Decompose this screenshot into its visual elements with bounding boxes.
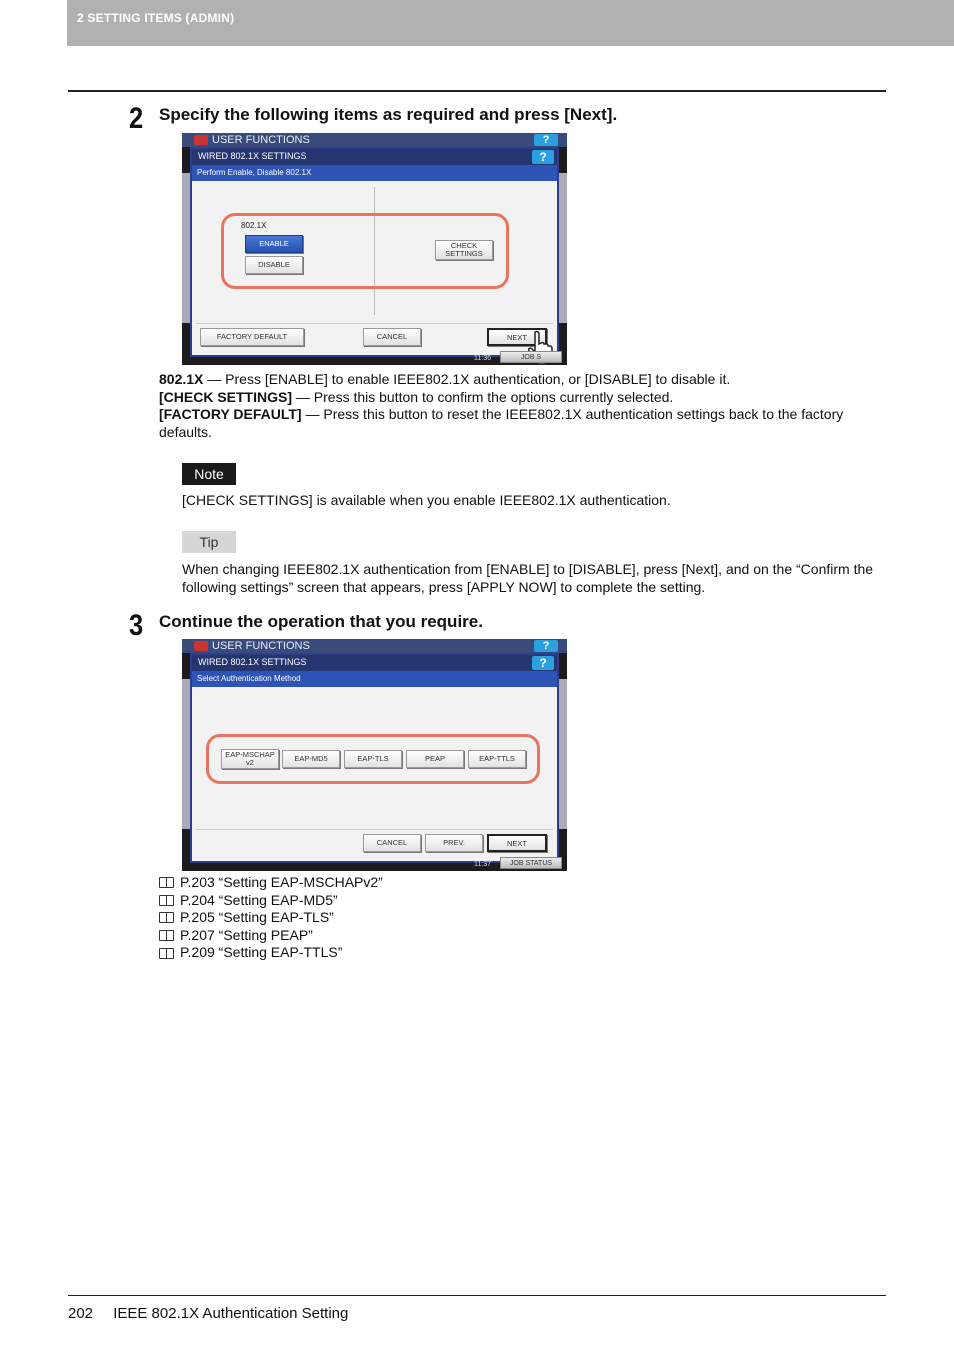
screenshot-8021x-settings — [182, 133, 567, 365]
instruction-bar — [192, 165, 557, 181]
header-bar — [67, 0, 954, 46]
check-settings-line1: CHECK — [450, 241, 478, 250]
factory-default-button[interactable]: FACTORY DEFAULT — [200, 328, 304, 346]
window-titlebar — [192, 655, 557, 671]
disable-button[interactable]: DISABLE — [245, 256, 303, 274]
check-settings-line2: SETTINGS — [445, 249, 483, 258]
job-status-button[interactable]: JOB STATUS — [500, 857, 562, 869]
right-bezel — [559, 679, 567, 829]
reference-link[interactable] — [159, 874, 383, 892]
instruction-text: Select Authentication Method — [197, 674, 301, 683]
reference-text: P.204 “Setting EAP-MD5” — [180, 891, 338, 908]
reference-list — [159, 874, 383, 962]
app-title: USER FUNCTIONS — [212, 134, 310, 146]
left-bezel — [182, 679, 190, 829]
eap-md5-button[interactable]: EAP-MD5 — [282, 750, 340, 768]
left-bezel — [182, 173, 190, 323]
cancel-button[interactable]: CANCEL — [363, 328, 421, 346]
description-8021x — [159, 371, 879, 389]
window-title: WIRED 802.1X SETTINGS — [198, 657, 307, 667]
job-status-button[interactable]: JOB S — [500, 351, 562, 363]
definition: — Press [ENABLE] to enable IEEE802.1X authentication, or [DISABLE] to disable it. — [203, 371, 731, 387]
next-button[interactable]: NEXT — [487, 328, 547, 346]
field-label-8021x: 802.1X — [241, 221, 267, 230]
app-title-bar — [182, 133, 567, 147]
definition: — Press this button to confirm the options currently selected. — [292, 388, 674, 405]
reference-text: P.207 “Setting PEAP” — [180, 926, 313, 943]
logo-icon — [194, 641, 208, 651]
app-title: USER FUNCTIONS — [212, 640, 310, 652]
peap-button[interactable]: PEAP — [406, 750, 464, 768]
term: [FACTORY DEFAULT] — [159, 406, 302, 423]
book-icon — [159, 948, 174, 959]
note-text: [CHECK SETTINGS] is available when you enable IEEE802.1X authentication. — [182, 492, 671, 508]
term: [CHECK SETTINGS] — [159, 388, 292, 405]
logo-icon — [194, 135, 208, 145]
settings-panel — [190, 147, 559, 357]
description-check-settings — [159, 389, 879, 407]
book-icon — [159, 912, 174, 923]
help-icon[interactable]: ? — [534, 134, 558, 146]
bottom-rule — [68, 1295, 886, 1296]
term: 802.1X — [159, 371, 204, 387]
footer-title: IEEE 802.1X Authentication Setting — [113, 1305, 349, 1322]
book-icon — [159, 877, 174, 888]
next-button[interactable]: NEXT — [487, 834, 547, 852]
right-bezel — [559, 173, 567, 323]
book-icon — [159, 895, 174, 906]
instruction-bar — [192, 671, 557, 687]
step-number: 2 — [129, 102, 144, 135]
method-label-line1: EAP-MSCHAP — [225, 750, 275, 759]
footer-divider — [196, 829, 553, 830]
description-list — [159, 371, 879, 441]
help-button[interactable]: ? — [532, 656, 554, 670]
reference-link[interactable] — [159, 944, 383, 962]
step-title: Continue the operation that you require. — [159, 612, 483, 631]
eap-mschapv2-button[interactable] — [221, 749, 279, 769]
help-icon[interactable]: ? — [534, 640, 558, 652]
footer-divider — [196, 323, 553, 324]
check-settings-button[interactable] — [435, 240, 493, 260]
window-titlebar — [192, 149, 557, 165]
section-title: 2 SETTING ITEMS (ADMIN) — [77, 11, 235, 25]
tip-text: When changing IEEE802.1X authentication from [ENABLE] to [DISABLE], press [Next], and on the “Confirm the following settings” screen that appears, press [APPLY NOW] to complete the setting. — [182, 561, 874, 595]
reference-text: P.203 “Setting EAP-MSCHAPv2” — [180, 874, 383, 890]
app-title-bar — [182, 639, 567, 653]
eap-ttls-button[interactable]: EAP-TTLS — [468, 750, 526, 768]
book-icon — [159, 930, 174, 941]
step-title: Specify the following items as required and press [Next]. — [159, 105, 618, 124]
reference-link[interactable] — [159, 909, 383, 927]
instruction-text: Perform Enable, Disable 802.1X — [197, 168, 312, 177]
settings-panel — [190, 653, 559, 863]
reference-text: P.205 “Setting EAP-TLS” — [180, 909, 334, 926]
note-badge: Note — [182, 463, 236, 485]
reference-link[interactable] — [159, 927, 383, 945]
eap-tls-button[interactable]: EAP-TLS — [344, 750, 402, 768]
reference-link[interactable] — [159, 892, 383, 910]
screenshot-auth-method — [182, 639, 567, 871]
method-label-line2: v2 — [246, 758, 254, 767]
clock-time: 11:37 — [474, 861, 491, 868]
page-footer — [68, 1305, 348, 1322]
prev-button[interactable]: PREV. — [425, 834, 483, 852]
enable-button[interactable]: ENABLE — [245, 235, 303, 253]
tip-badge: Tip — [182, 531, 236, 553]
description-factory-default — [159, 406, 879, 441]
top-rule — [68, 90, 886, 92]
help-button[interactable]: ? — [532, 150, 554, 164]
reference-text: P.209 “Setting EAP-TTLS” — [180, 944, 343, 961]
step-number: 3 — [129, 609, 144, 642]
definition: — Press this button to reset the IEEE802.1X authentication settings back to the factory defaults. — [159, 406, 844, 440]
page-number: 202 — [68, 1305, 94, 1322]
window-title: WIRED 802.1X SETTINGS — [198, 151, 307, 161]
cancel-button[interactable]: CANCEL — [363, 834, 421, 852]
clock-time: 11:36 — [474, 355, 491, 362]
